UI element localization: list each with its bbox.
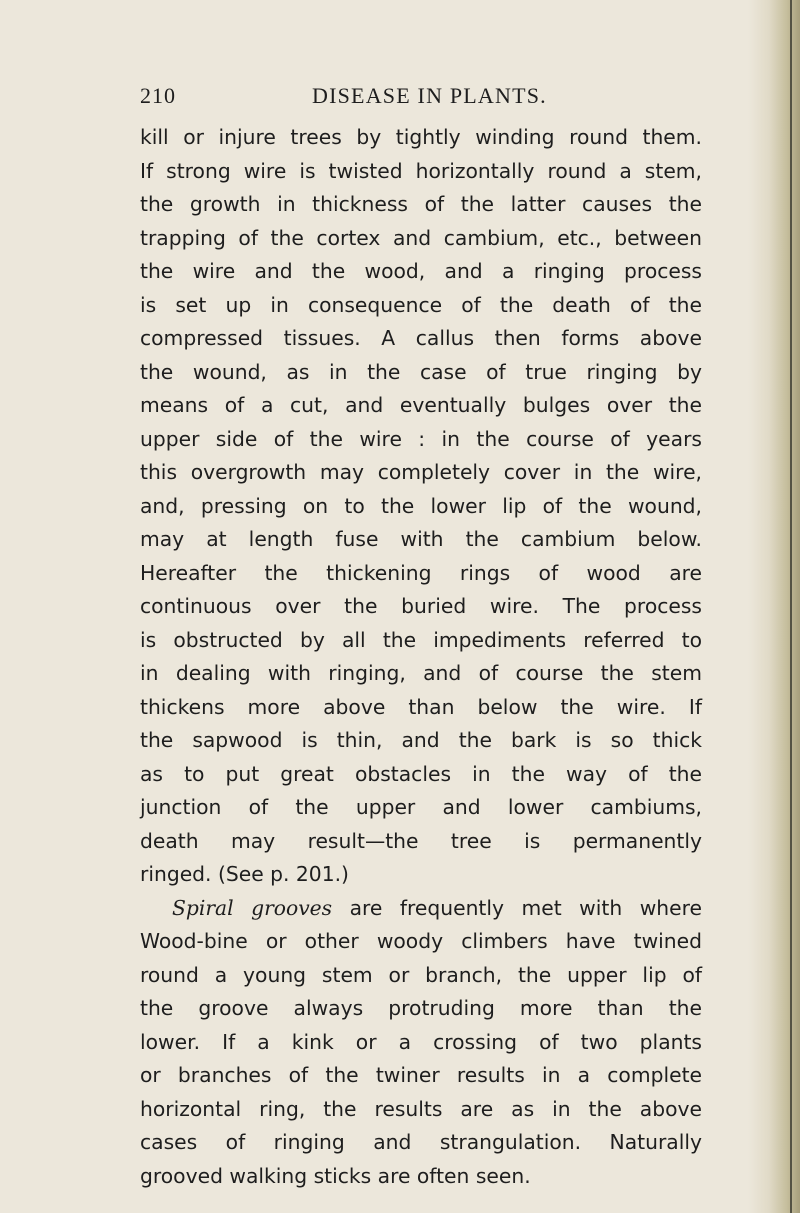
text-line: Wood-bine or other woody climbers have twined: [140, 929, 702, 953]
body-text: [140, 121, 702, 1193]
text-line: junction of the upper and lower cambiums,: [140, 795, 702, 819]
text-line: the wound, as in the case of true ringing by: [140, 359, 702, 384]
text-line: and, pressing on to the lower lip of the wound,: [140, 493, 702, 518]
text-line: is obstructed by all the impediments referred to: [140, 627, 702, 652]
text-line: continuous over the buried wire. The process: [140, 594, 702, 618]
italic-term: Spiral grooves: [172, 895, 333, 920]
paragraph-2-first-line: [140, 892, 702, 926]
text-line: the groove always protruding more than the: [140, 996, 702, 1020]
running-head: DISEASE IN PLANTS.: [312, 83, 547, 108]
text-line: may at length fuse with the cambium below.: [140, 527, 702, 551]
text-line: kill or injure trees by tightly winding round them.: [140, 125, 702, 149]
text-line: upper side of the wire : in the course of years: [140, 426, 702, 451]
text-line: trapping of the cortex and cambium, etc., between: [140, 225, 702, 250]
text-line: ringed. (See p. 201.): [140, 862, 349, 886]
text-line: cases of ringing and strangulation. Naturally: [140, 1130, 702, 1154]
text-line: round a young stem or branch, the upper lip of: [140, 962, 702, 987]
text-line: If strong wire is twisted horizontally round a stem,: [140, 158, 702, 183]
page-number: 210: [140, 83, 176, 108]
text-line: lower. If a kink or a crossing of two plants: [140, 1029, 702, 1054]
text-line: the growth in thickness of the latter causes the: [140, 192, 702, 216]
text-line: or branches of the twiner results in a complete: [140, 1063, 702, 1087]
text-line: the sapwood is thin, and the bark is so thick: [140, 728, 702, 752]
text-line: is set up in consequence of the death of the: [140, 292, 702, 317]
page-edge-line: [790, 0, 792, 1213]
text-line: horizontal ring, the results are as in the above: [140, 1096, 702, 1121]
text-line: compressed tissues. A callus then forms above: [140, 326, 702, 350]
page-header: [140, 83, 700, 113]
first-line-rest: are frequently met with where: [332, 895, 702, 920]
text-line: thickens more above than below the wire. If: [140, 694, 702, 719]
text-line: as to put great obstacles in the way of the: [140, 761, 702, 786]
text-line: this overgrowth may completely cover in the wire,: [140, 460, 702, 484]
text-line: the wire and the wood, and a ringing process: [140, 259, 702, 283]
text-line: in dealing with ringing, and of course the stem: [140, 661, 702, 685]
text-line: grooved walking sticks are often seen.: [140, 1163, 531, 1188]
page-edge-shadow: [748, 0, 800, 1213]
text-line: Hereafter the thickening rings of wood are: [140, 560, 702, 585]
text-line: means of a cut, and eventually bulges over the: [140, 393, 702, 417]
text-line: death may result—the tree is permanently: [140, 828, 702, 853]
